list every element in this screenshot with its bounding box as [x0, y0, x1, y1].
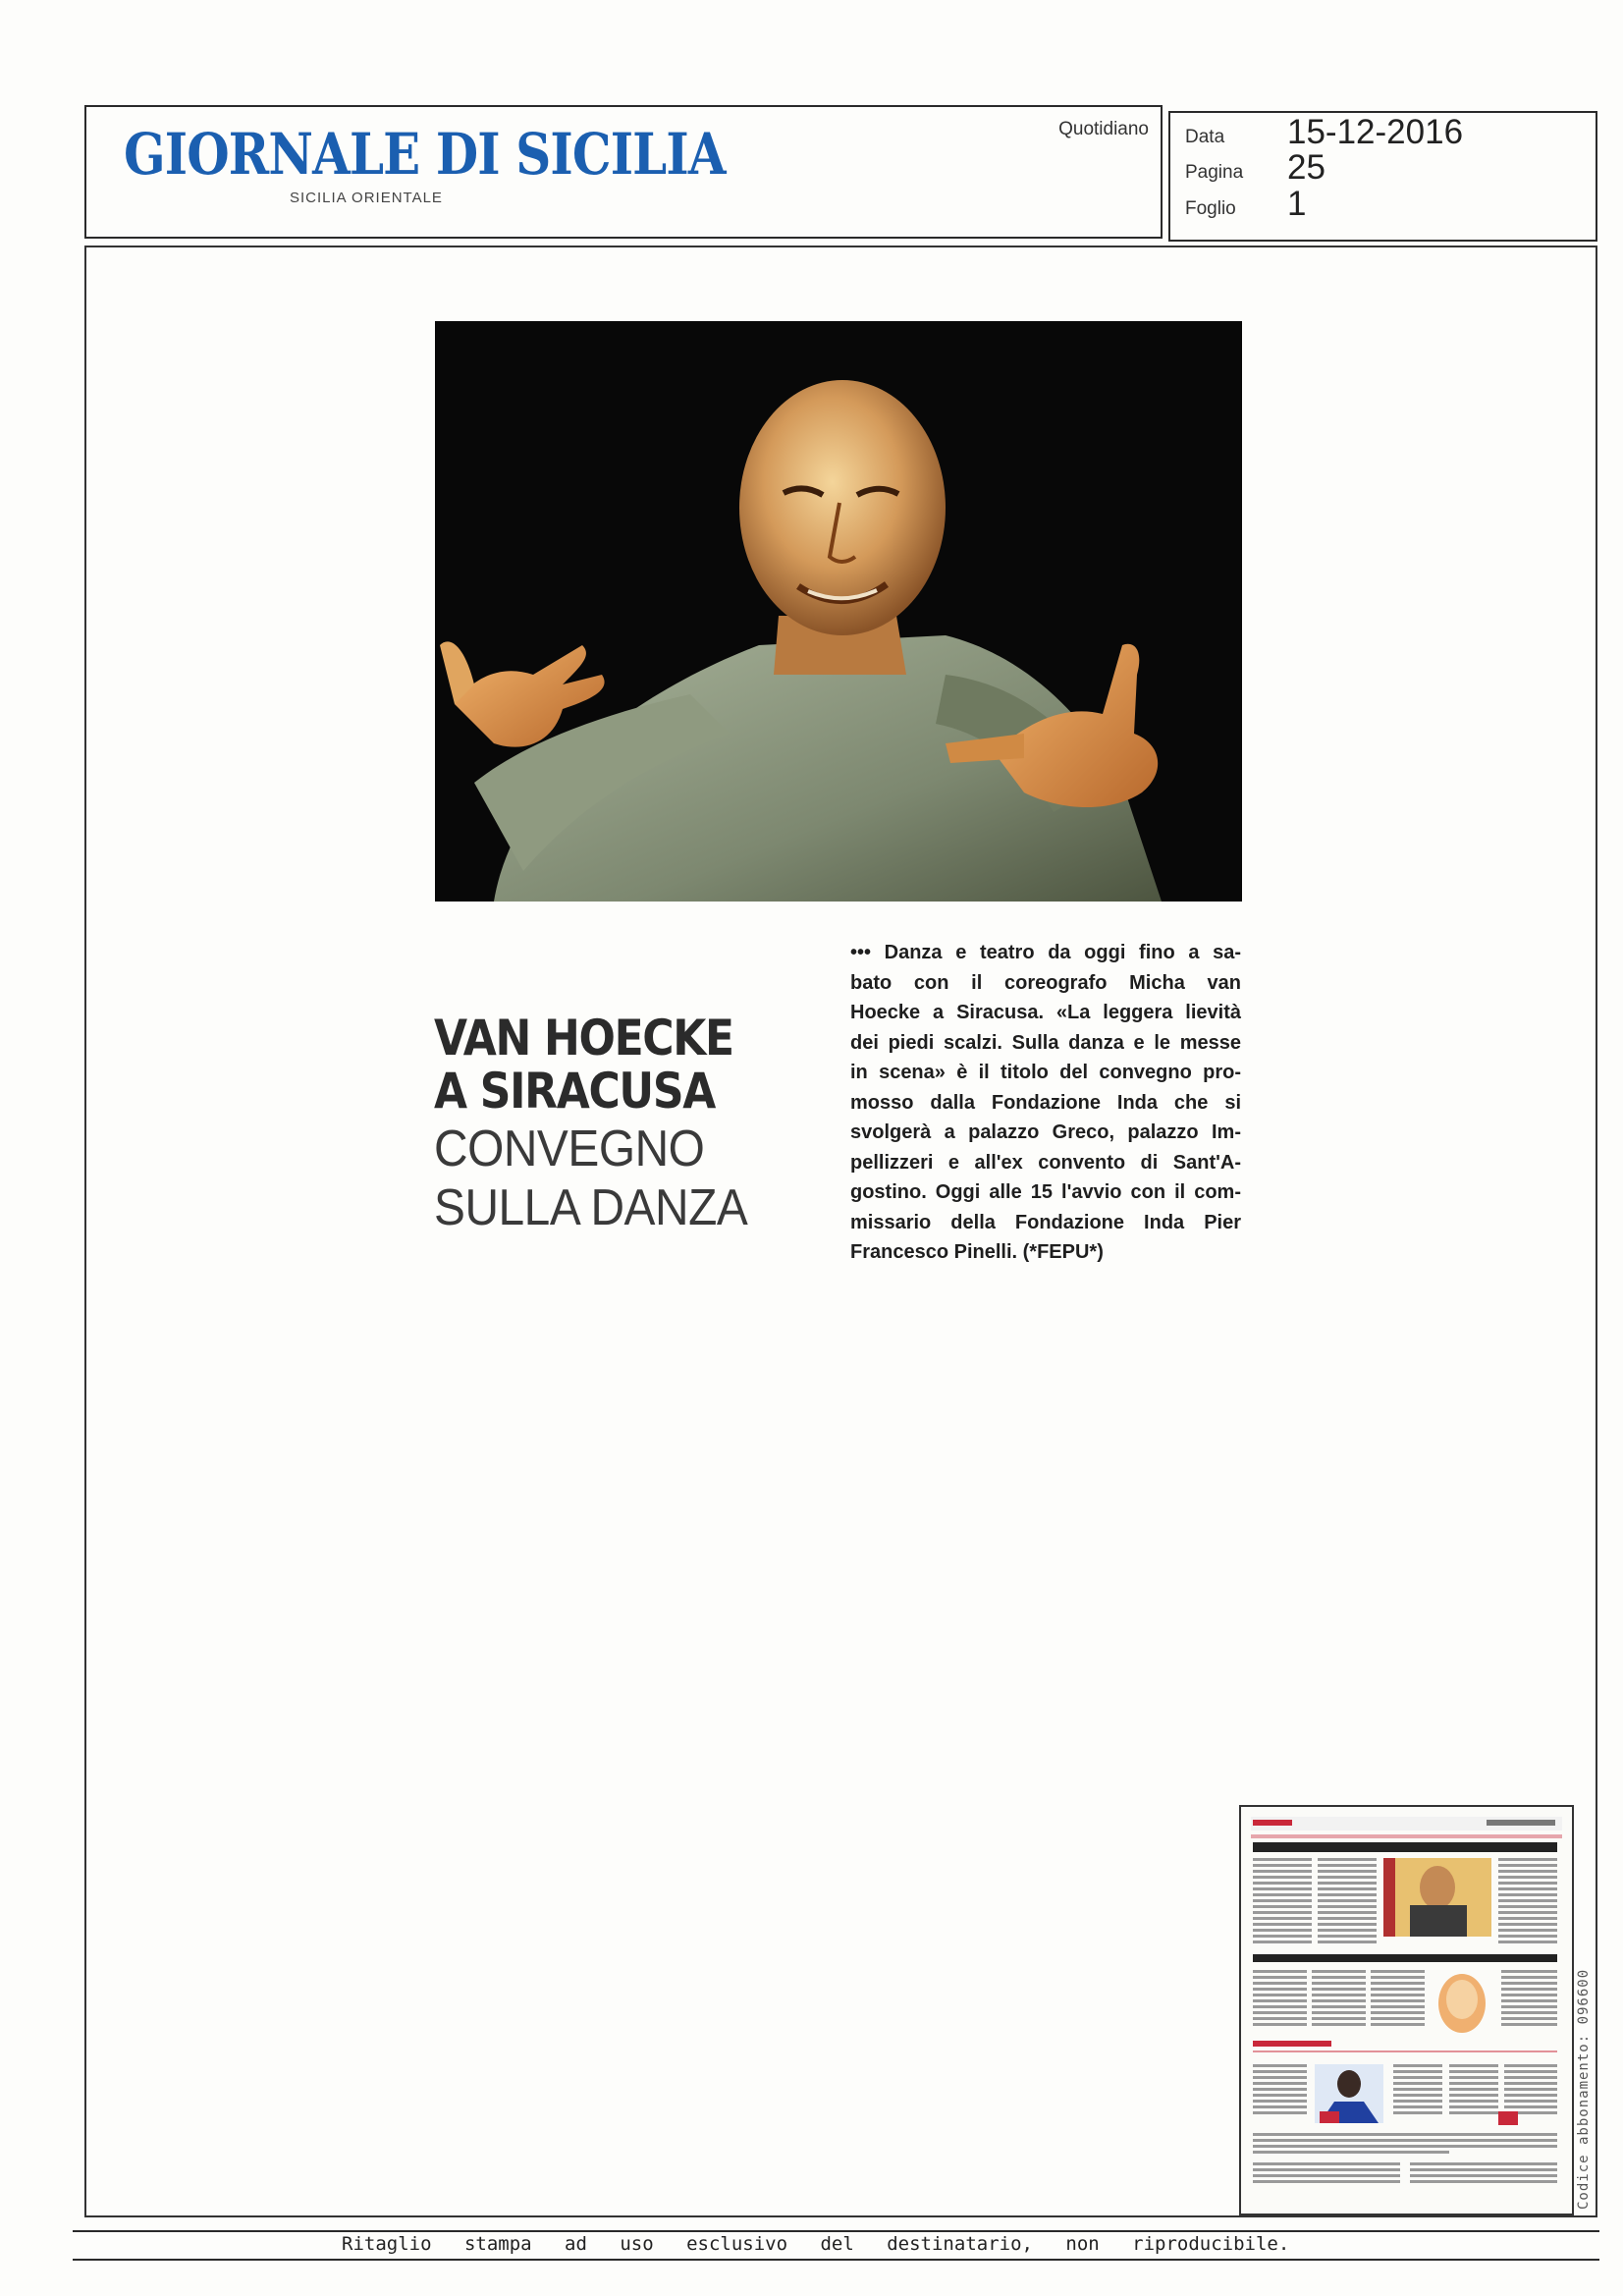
body-line: Francesco Pinelli. (*FEPU*)	[850, 1241, 1104, 1263]
body-line: pellizzeri e all'ex convento di Sant'A-	[850, 1151, 1241, 1174]
headline-line: A SIRACUSA	[434, 1063, 715, 1120]
newspaper-logo: GIORNALE DI SICILIA	[124, 121, 726, 188]
footer-rule	[73, 2259, 1599, 2261]
meta-row-date	[1185, 113, 1578, 152]
subheadline-line: CONVEGNO	[434, 1121, 705, 1177]
page-thumbnail	[1239, 1805, 1574, 2215]
periodicity-label: Quotidiano	[1058, 119, 1149, 139]
meta-row-page	[1185, 148, 1578, 188]
article-photo	[435, 321, 1242, 902]
article-body	[850, 938, 1241, 1268]
subheadline-line: SULLA DANZA	[434, 1179, 748, 1236]
body-line: dei piedi scalzi. Sulla danza e le messe	[850, 1031, 1241, 1054]
article-headline	[434, 1011, 787, 1237]
meta-label: Data	[1185, 127, 1225, 147]
body-line: missario della Fondazione Inda Pier	[850, 1211, 1241, 1233]
body-line: ••• Danza e teatro da oggi fino a sa-	[850, 942, 1241, 963]
body-line: Hoecke a Siracusa. «La leggera lievità	[850, 1002, 1241, 1023]
meta-value: 25	[1287, 148, 1325, 187]
meta-value: 1	[1287, 185, 1307, 223]
clipping-meta-box	[1168, 111, 1597, 242]
newspaper-page-thumbnail-icon	[1241, 1807, 1572, 2214]
masthead-box	[84, 105, 1163, 239]
body-line: in scena» è il titolo del convegno pro-	[850, 1062, 1241, 1083]
body-line: bato con il coreografo Micha van	[850, 971, 1241, 994]
headline-line: VAN HOECKE	[434, 1010, 733, 1066]
meta-row-sheet	[1185, 185, 1578, 224]
meta-value: 15-12-2016	[1287, 113, 1464, 151]
subscription-code: Codice abbonamento: 096600	[1576, 1968, 1592, 2210]
portrait-photo-icon	[435, 321, 1242, 902]
subedition-label: SICILIA ORIENTALE	[290, 190, 443, 206]
footer-rule	[73, 2230, 1599, 2232]
meta-label: Foglio	[1185, 198, 1236, 219]
body-line: gostino. Oggi alle 15 l'avvio con il com-	[850, 1181, 1241, 1203]
meta-label: Pagina	[1185, 162, 1244, 183]
clipping-disclaimer: Ritaglio stampa ad uso esclusivo del destinatario, non riproducibile.	[342, 2233, 1290, 2255]
body-line: svolgerà a palazzo Greco, palazzo Im-	[850, 1121, 1241, 1143]
body-line: mosso dalla Fondazione Inda che si	[850, 1091, 1241, 1114]
